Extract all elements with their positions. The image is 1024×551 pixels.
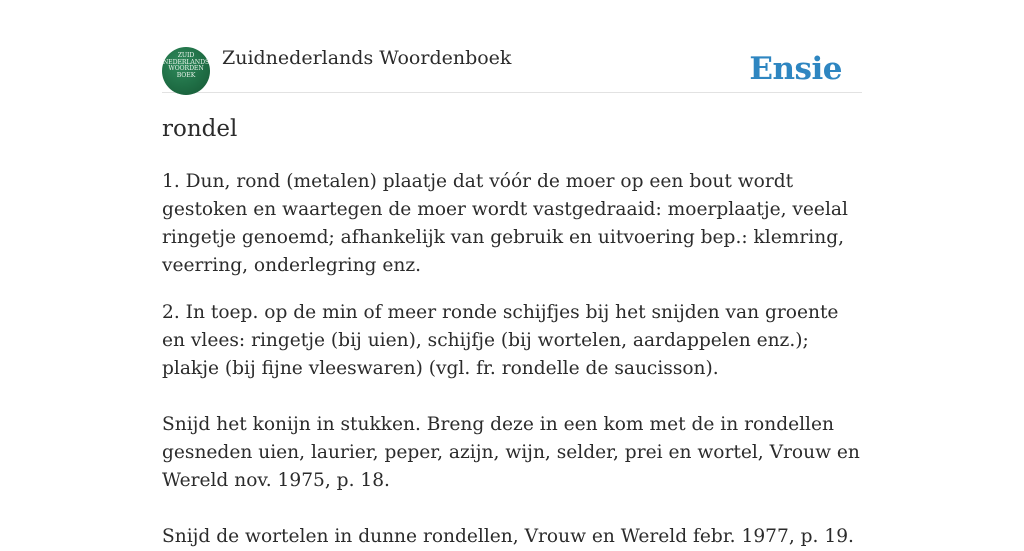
logo-text xyxy=(162,53,210,79)
dictionary-logo[interactable] xyxy=(162,47,210,95)
logo-line: NEDERLANDS xyxy=(162,58,210,66)
headword: rondel xyxy=(162,116,238,142)
page xyxy=(162,0,862,547)
header xyxy=(162,44,862,93)
ensie-brand-link[interactable]: Ensie xyxy=(749,51,842,87)
example-quote: Snijd de wortelen in dunne rondellen, Vrouw en Wereld febr. 1977, p. 19. xyxy=(162,526,854,547)
site-name-link[interactable]: Zuidnederlands Woordenboek xyxy=(222,47,512,69)
definition-2: 2. In toep. op de min of meer ronde schijfjes bij het snijden van groente en vlees: ringetje (bij uien), schijfje (bij wortelen, aardappelen enz.); plakje (bij fijne vleeswaren) (vgl. fr. rondelle de saucisson). xyxy=(162,302,839,379)
logo-line: ZUID xyxy=(177,52,195,59)
logo-line: BOEK xyxy=(176,71,196,79)
entry-content xyxy=(162,168,862,551)
definition-1: 1. Dun, rond (metalen) plaatje dat vóór de moer op een bout wordt gestoken en waartegen de moer wordt vastgedraaid: moerplaatje, veelal ringetje genoemd; afhankelijk van gebruik en uitvoering bep.: klemring, veerring, onderlegring enz. xyxy=(162,171,848,276)
example-quote: Snijd het konijn in stukken. Breng deze in een kom met de in rondellen gesneden uien, laurier, peper, azijn, wijn, selder, prei en wortel, Vrouw en Wereld nov. 1975, p. 18. xyxy=(162,414,860,491)
logo-line: WOORDEN xyxy=(168,65,204,73)
